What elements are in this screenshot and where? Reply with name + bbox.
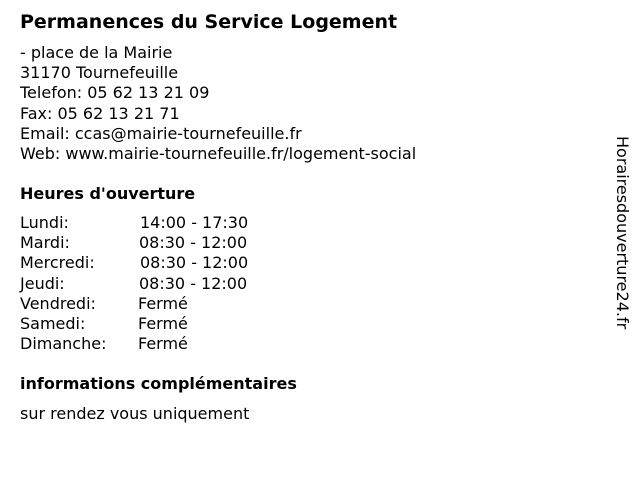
email-address[interactable]: Email: ccas@mairie-tournefeuille.fr — [20, 123, 302, 143]
hours-row-saturday — [20, 314, 320, 334]
hours-row-friday — [20, 294, 320, 314]
hours-row-tuesday — [20, 233, 320, 253]
day-label: Lundi: — [20, 213, 69, 232]
day-label: Vendredi: — [20, 293, 96, 313]
day-label: Samedi: — [20, 313, 86, 333]
site-watermark: Horairesdouverture24.fr — [613, 136, 632, 330]
hours-heading: Heures d'ouverture — [20, 184, 196, 203]
hours-row-wednesday — [20, 253, 320, 273]
hours-row-sunday — [20, 334, 320, 354]
time-value: 08:30 - 12:00 — [140, 253, 249, 273]
time-value: Fermé — [138, 334, 188, 354]
address-street: - place de la Mairie — [20, 43, 173, 62]
time-value: Fermé — [138, 293, 188, 313]
day-label: Dimanche: — [20, 334, 107, 354]
time-value: 08:30 - 12:00 — [139, 233, 248, 253]
fax-number: Fax: 05 62 13 21 71 — [20, 103, 180, 123]
day-label: Mardi: — [20, 233, 70, 253]
hours-row-thursday — [20, 274, 320, 294]
address-city: 31170 Tournefeuille — [20, 63, 179, 83]
website-link[interactable]: Web: www.mairie-tournefeuille.fr/logement-social — [20, 143, 417, 163]
time-value: Fermé — [138, 313, 188, 333]
phone-number[interactable]: Telefon: 05 62 13 21 09 — [20, 83, 210, 103]
address-block — [20, 43, 416, 164]
day-label: Jeudi: — [20, 273, 65, 293]
hours-row-monday — [20, 213, 320, 233]
page-title: Permanences du Service Logement — [20, 11, 398, 33]
info-text: sur rendez vous uniquement — [20, 404, 250, 423]
time-value: 14:00 - 17:30 — [140, 213, 249, 232]
day-label: Mercredi: — [20, 253, 95, 273]
opening-hours-list — [20, 213, 320, 354]
info-heading: informations complémentaires — [20, 374, 297, 393]
time-value: 08:30 - 12:00 — [139, 273, 248, 293]
